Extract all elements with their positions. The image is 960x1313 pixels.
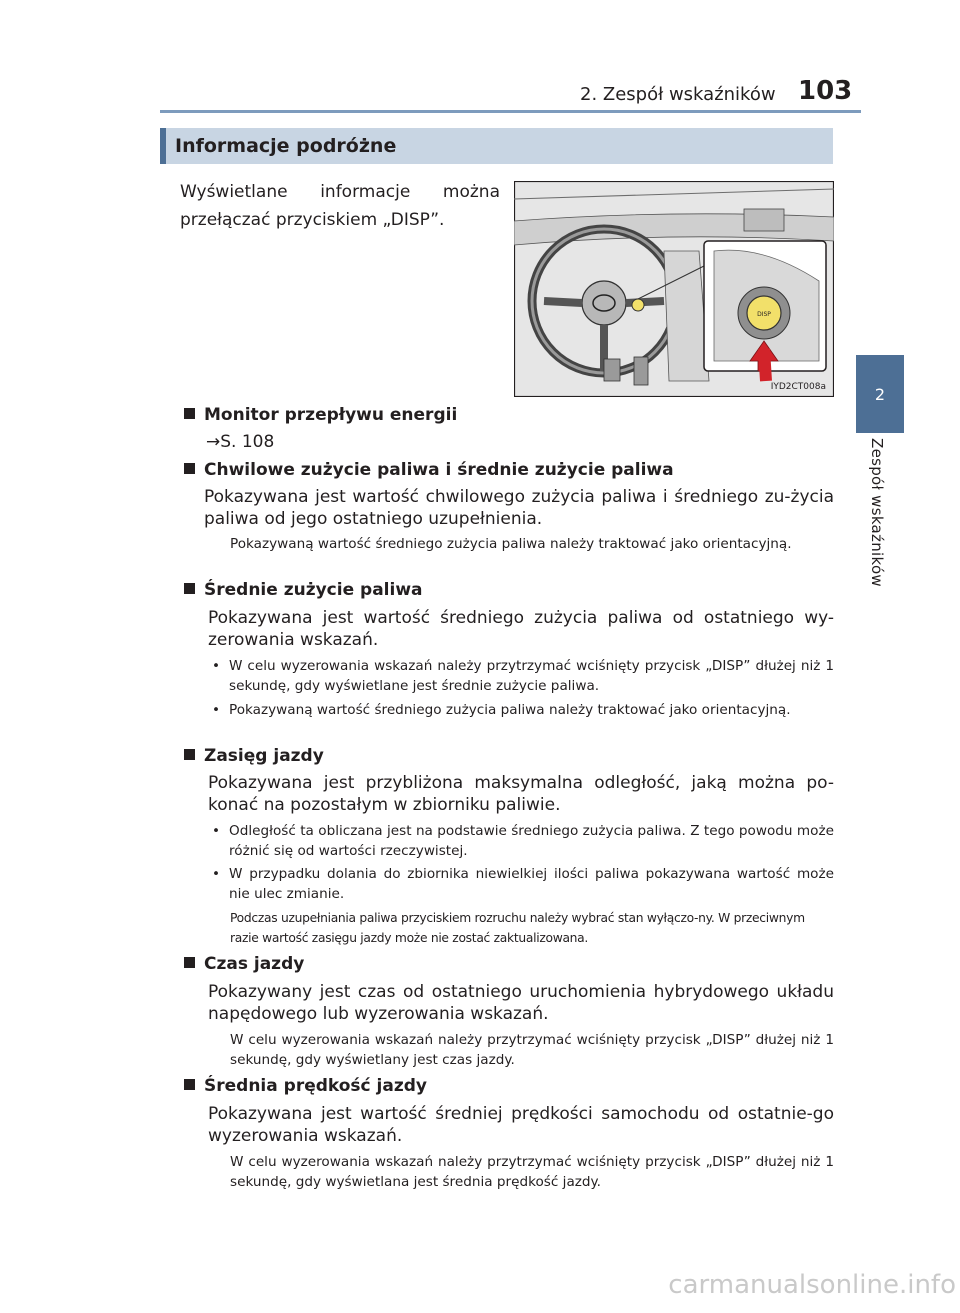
item-title bbox=[184, 460, 674, 480]
figure-labels bbox=[514, 181, 834, 397]
bullet-text: W przypadku dolania do zbiornika niewielkiej ilości paliwa pokazywana wartość może nie ulec zmianie. bbox=[229, 866, 834, 902]
page-reference bbox=[206, 432, 274, 452]
item-body: Pokazywana jest przybliżona maksymalna odległość, jaką można po-konać na pozostałym w zbiorniku paliwie. bbox=[208, 773, 834, 815]
item-title bbox=[184, 746, 324, 766]
bullet-dot-icon: • bbox=[212, 866, 221, 882]
bullet-text: W celu wyzerowania wskazań należy przytrzymać wciśnięty przycisk „DISP” dłużej niż 1 sekundę, gdy wyświetlane jest średnie zużycie paliwa. bbox=[229, 658, 834, 694]
section-title: Informacje podróżne bbox=[175, 135, 397, 157]
item-note: Pokazywaną wartość średniego zużycia paliwa należy traktować jako orientacyjną. bbox=[230, 536, 792, 552]
bullet-text: Odległość ta obliczana jest na podstawie średniego zużycia paliwa. Z tego powodu może różnić się od wartości rzeczywistej. bbox=[229, 823, 834, 859]
item-body: Pokazywana jest wartość średniej prędkości samochodu od ostatnie-go wyzerowania wskazań. bbox=[208, 1104, 834, 1146]
square-bullet-icon bbox=[184, 957, 195, 968]
header-rule bbox=[160, 110, 861, 113]
item-extra-note: Podczas uzupełniania paliwa przyciskiem rozruchu należy wybrać stan wyłączo-ny. W przeciwnym razie wartość zasięgu jazdy może nie zostać zaktualizowana. bbox=[230, 911, 805, 945]
bullet-dot-icon: • bbox=[212, 823, 221, 839]
bullet-item bbox=[212, 821, 834, 861]
item-title-text: Średnia prędkość jazdy bbox=[204, 1076, 427, 1096]
bullet-item bbox=[212, 864, 834, 904]
item-body: Pokazywana jest wartość chwilowego zużycia paliwa i średniego zu-życia paliwa od jego ostatniego uzupełnienia. bbox=[204, 487, 834, 529]
arrow-right-icon: → bbox=[206, 432, 221, 452]
item-title bbox=[184, 405, 457, 425]
square-bullet-icon bbox=[184, 1079, 195, 1090]
item-title-text: Czas jazdy bbox=[204, 954, 305, 974]
item-body: Pokazywany jest czas od ostatniego uruchomienia hybrydowego układu napędowego lub wyzerowania wskazań. bbox=[208, 982, 834, 1024]
chapter-title: 2. Zespół wskaźników bbox=[580, 84, 776, 105]
square-bullet-icon bbox=[184, 463, 195, 474]
item-body: Pokazywana jest wartość średniego zużycia paliwa od ostatniego wy-zerowania wskazań. bbox=[208, 608, 834, 650]
item-title-text: Monitor przepływu energii bbox=[204, 405, 458, 425]
square-bullet-icon bbox=[184, 408, 195, 419]
bullet-item bbox=[212, 700, 834, 720]
page-number: 103 bbox=[798, 76, 853, 106]
chapter-tab-title: Zespół wskaźników bbox=[868, 438, 886, 587]
bullet-dot-icon: • bbox=[212, 702, 221, 718]
square-bullet-icon bbox=[184, 583, 195, 594]
item-title bbox=[184, 580, 423, 600]
item-title-text: Chwilowe zużycie paliwa i średnie zużycie paliwa bbox=[204, 460, 674, 480]
item-note: W celu wyzerowania wskazań należy przytrzymać wciśnięty przycisk „DISP” dłużej niż 1 sekundę, gdy wyświetlana jest średnia prędkość jazdy. bbox=[230, 1154, 834, 1190]
item-title bbox=[184, 954, 304, 974]
item-title-text: Średnie zużycie paliwa bbox=[204, 580, 423, 600]
section-intro: Wyświetlane informacje można przełączać przyciskiem „DISP”. bbox=[180, 182, 500, 230]
bullet-text: Pokazywaną wartość średniego zużycia paliwa należy traktować jako orientacyjną. bbox=[229, 702, 791, 718]
disp-button-label: DISP bbox=[757, 311, 771, 318]
chapter-tab-number: 2 bbox=[874, 385, 886, 404]
bullet-dot-icon: • bbox=[212, 658, 221, 674]
item-note: W celu wyzerowania wskazań należy przytrzymać wciśnięty przycisk „DISP” dłużej niż 1 sekundę, gdy wyświetlany jest czas jazdy. bbox=[230, 1032, 834, 1068]
bullet-item bbox=[212, 656, 834, 696]
figure-code: IYD2CT008a bbox=[770, 382, 826, 392]
item-title-text: Zasięg jazdy bbox=[204, 746, 324, 766]
page-reference-text: S. 108 bbox=[220, 432, 275, 452]
watermark: carmanualsonline.info bbox=[668, 1270, 956, 1300]
chapter-tab bbox=[856, 355, 904, 433]
square-bullet-icon bbox=[184, 749, 195, 760]
dashboard-illustration bbox=[514, 181, 834, 397]
item-title bbox=[184, 1076, 427, 1096]
